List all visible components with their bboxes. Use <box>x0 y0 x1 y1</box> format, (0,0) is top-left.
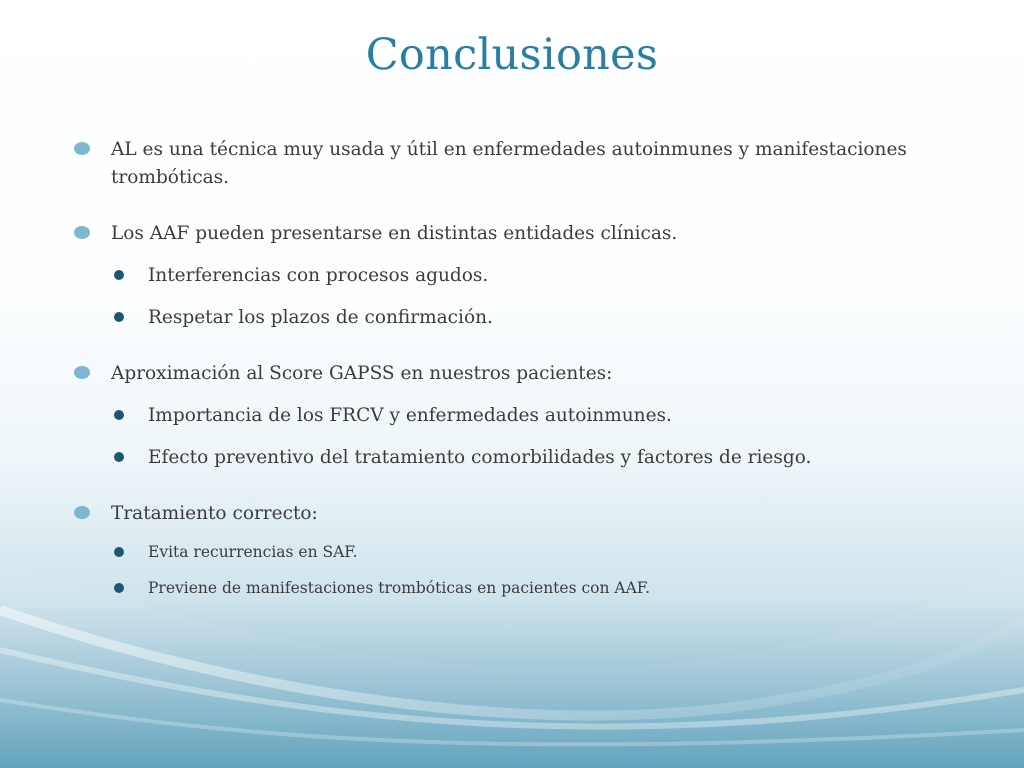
sub-bullet-dot-icon <box>114 547 124 557</box>
sub-bullet-dot-icon <box>114 583 124 593</box>
sub-bullet-text: Respetar los plazos de confirmación. <box>148 307 493 328</box>
bullet-item <box>74 360 974 388</box>
sub-bullet-item <box>74 304 974 332</box>
slide-title: Conclusiones <box>365 30 659 80</box>
bullet-list <box>74 136 974 600</box>
sub-bullet-dot-icon <box>114 312 124 322</box>
sub-bullet-text: Interferencias con procesos agudos. <box>148 265 489 286</box>
sub-bullet-text: Efecto preventivo del tratamiento comorbilidades y factores de riesgo. <box>148 447 812 468</box>
sub-bullet-item <box>74 262 974 290</box>
sub-bullet-dot-icon <box>114 270 124 280</box>
sub-bullet-item <box>74 540 974 564</box>
bullet-item <box>74 220 974 248</box>
sub-bullet-text: Evita recurrencias en SAF. <box>148 543 358 561</box>
bullet-item <box>74 136 974 192</box>
bullet-dot-icon <box>74 226 90 239</box>
bullet-text: AL es una técnica muy usada y útil en enfermedades autoinmunes y manifestaciones trombóticas. <box>111 139 907 188</box>
bullet-dot-icon <box>74 142 90 155</box>
sub-bullet-text: Importancia de los FRCV y enfermedades autoinmunes. <box>148 405 672 426</box>
sub-bullet-item <box>74 576 974 600</box>
sub-bullet-item <box>74 444 974 472</box>
bullet-dot-icon <box>74 366 90 379</box>
bullet-text: Aproximación al Score GAPSS en nuestros pacientes: <box>111 363 613 384</box>
sub-bullet-text: Previene de manifestaciones trombóticas en pacientes con AAF. <box>148 579 651 597</box>
bullet-text: Los AAF pueden presentarse en distintas entidades clínicas. <box>111 223 678 244</box>
bullet-item <box>74 500 974 528</box>
bullet-text: Tratamiento correcto: <box>111 503 318 524</box>
bullet-dot-icon <box>74 506 90 519</box>
sub-bullet-dot-icon <box>114 410 124 420</box>
sub-bullet-dot-icon <box>114 452 124 462</box>
sub-bullet-item <box>74 402 974 430</box>
